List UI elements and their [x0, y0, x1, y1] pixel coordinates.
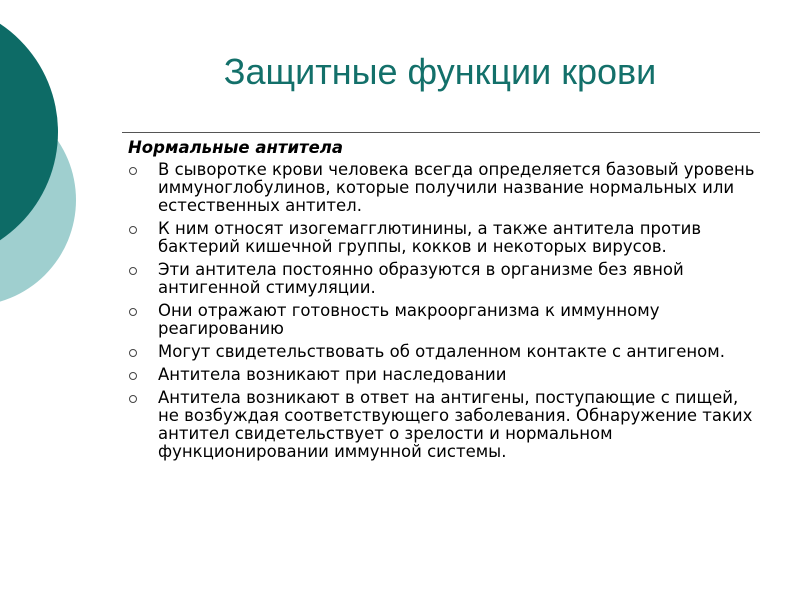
bullet-item: [128, 366, 758, 384]
title-divider: [122, 132, 760, 133]
bullet-text: К ним относят изогемагглютинины, а также антитела против бактерий кишечной группы, кокков и некоторых вирусов.: [158, 219, 702, 256]
slide-title: Защитные функции крови: [223, 51, 657, 92]
subheading: Нормальные антитела: [128, 138, 343, 157]
bullet-text: Антитела возникают при наследовании: [158, 365, 507, 384]
decorative-circles: [0, 0, 100, 330]
hollow-circle-bullet-icon: [129, 308, 137, 316]
hollow-circle-bullet-icon: [129, 349, 137, 357]
bullet-list: [128, 161, 758, 461]
bullet-text: Могут свидетельствовать об отдаленном контакте с антигеном.: [158, 342, 725, 361]
bullet-item: [128, 389, 758, 461]
bullet-text: Эти антитела постоянно образуются в организме без явной антигенной стимуляции.: [158, 260, 684, 297]
slide-content: [128, 137, 758, 466]
hollow-circle-bullet-icon: [129, 167, 137, 175]
bullet-item: [128, 343, 758, 361]
hollow-circle-bullet-icon: [129, 226, 137, 234]
bullet-text: В сыворотке крови человека всегда определяется базовый уровень иммуноглобулинов, которые получили название нормальных или естественных антител.: [158, 160, 755, 215]
bullet-text: Антитела возникают в ответ на антигены, поступающие с пищей, не возбуждая соответствующего заболевания. Обнаружение таких антител свидетельствует о зрелости и нормальном функционировании иммунной системы.: [158, 388, 753, 461]
hollow-circle-bullet-icon: [129, 267, 137, 275]
hollow-circle-bullet-icon: [129, 395, 137, 403]
bullet-item: [128, 220, 758, 256]
bullet-item: [128, 302, 758, 338]
hollow-circle-bullet-icon: [129, 372, 137, 380]
bullet-text: Они отражают готовность макроорганизма к иммунному реагированию: [158, 301, 660, 338]
bullet-item: [128, 161, 758, 215]
bullet-item: [128, 261, 758, 297]
